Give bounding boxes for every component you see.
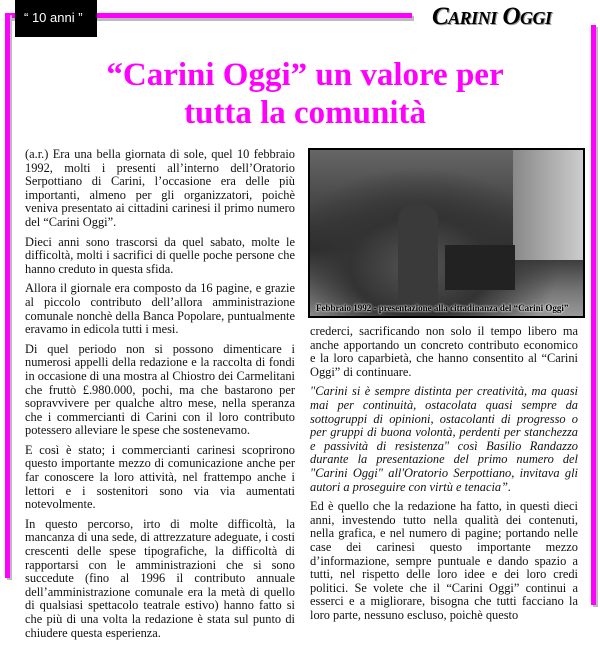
photo-speaker: [398, 205, 438, 305]
right-column: [310, 325, 578, 628]
paragraph: (a.r.) Era una bella giornata di sole, quel 10 febbraio 1992, molti i presenti all’interno dell’Oratorio Serpottiano di Carini, l’occasione era delle più importanti, almeno per gli organizzatori, poichè veniva presentato ai cittadini carinesi il primo numero del “Carini Oggi”.: [25, 147, 295, 229]
paragraph: E così è stato; i commercianti carinesi scoprirono questo importante mezzo di comunicazione anche per far conoscere la loro attività, nel frattempo anche i lettori e i sostenitori sono via via aumentati notevolmente.: [25, 442, 295, 512]
photo-wall: [513, 150, 583, 260]
title-line-2: tutta la comunità: [184, 95, 426, 131]
left-border-rule: [5, 13, 10, 578]
article-title: [20, 56, 590, 132]
newspaper-logo: Carini Oggi: [432, 3, 552, 30]
paragraph: Ed è quello che la redazione ha fatto, in questi dieci anni, investendo tutto nella qualità dei contenuti, nella grafica, e nel numero di pagine; portando nelle case dei carinesi questo importante mezzo d’informazione, sempre puntuale e dando spazio a tutti, nel rispetto delle loro idee e dei loro credi politici. Se volete che il “Carini Oggi” continui a esserci e a migliorare, bisogna che tutti facciano la loro parte, nessuno escluso, poichè questo: [310, 499, 578, 622]
left-column: [25, 148, 295, 646]
section-tag: “ 10 anni ”: [15, 0, 97, 37]
title-line-1: “Carini Oggi” un valore per: [106, 57, 504, 93]
paragraph: crederci, sacrificando non solo il tempo libero ma anche apportando un concreto contributo economico e la loro caparbietà, che hanno consentito al “Carini Oggi” di continuare.: [310, 324, 578, 379]
right-border-rule: [591, 25, 596, 605]
paragraph: Dieci anni sono trascorsi da quel sabato, molte le difficoltà, molti i sacrifici di quelle poche persone che hanno creduto in questa sfida.: [25, 234, 295, 276]
paragraph: Di quel periodo non si possono dimenticare i numerosi appelli della redazione e la raccolta di fondi in occasione di una mostra al Chiostro dei Carmelitani che fruttò £.980.000, pochi, ma che bastarono per sopravvivere per qualche altro mese, nella speranza che i commercianti di Carini con il loro contributo potessero alleviare le spese che sostenevamo.: [25, 341, 295, 438]
paragraph: Allora il giornale era composto da 16 pagine, e grazie al piccolo contributo dell’allora amministrazione comunale nonchè della Banca Popolare, puntualmente eravamo in edicola tutti i mesi.: [25, 281, 295, 337]
paragraph: In questo percorso, irto di molte difficoltà, la mancanza di una sede, di attrezzature adeguate, i costi crescenti delle spese tipografiche, la difficoltà di rapportarsi con le amministrazioni che si sono succedute (fino al 1996 il contributo annuale dell’amministrazione comunale era la metà di quello di qualsiasi spettacolo teatrale estivo) hanno fatto si che più di una volta la redazione è stata sul punto di chiudere questa esperienza.: [25, 516, 295, 640]
photo-table: [445, 245, 515, 290]
article-photo: [308, 148, 585, 318]
photo-caption: Febbraio 1992 - presentazione alla cittadinanza del “Carini Oggi”: [316, 303, 569, 313]
quote-paragraph: "Carini si è sempre distinta per creatività, ma quasi mai per continuità, ostacolata quasi sempre da sottogruppi di opinioni, ostacolanti di progresso o per gruppi di buona volontà, perdenti per stanchezza e passività di resistenza" così Basilio Randazzo durante la presentazione del primo numero del "Carini Oggi" all'Oratorio Serpottiano, invitava gli autori a proseguire con virtù e tenacia”.: [310, 384, 578, 494]
